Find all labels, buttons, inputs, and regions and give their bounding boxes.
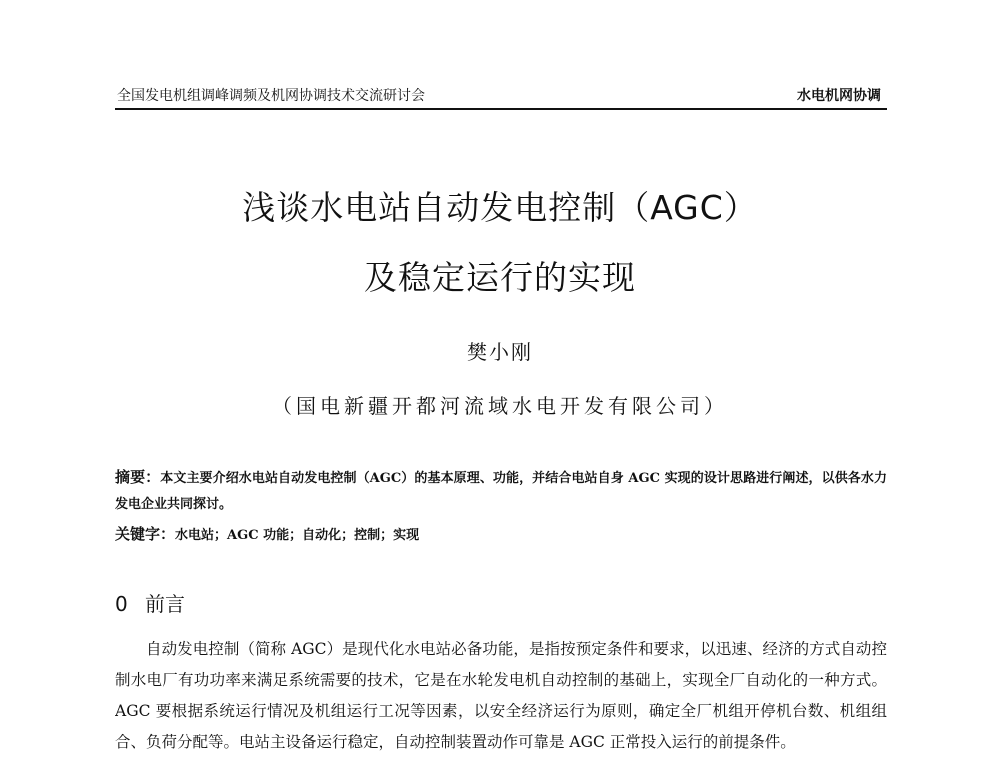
author-affiliation: （国电新疆开都河流域水电开发有限公司） bbox=[272, 394, 728, 418]
abstract-text: 本文主要介绍水电站自动发电控制（AGC）的基本原理、功能，并结合电站自身 AGC 实现的设计思路进行阐述，以供各水力发电企业共同探讨。 bbox=[115, 471, 887, 512]
author-name: 樊小刚 bbox=[467, 340, 533, 364]
conference-name: 全国发电机组调峰调频及机网协调技术交流研讨会 bbox=[117, 88, 425, 104]
section-heading bbox=[115, 590, 185, 618]
section-number: 0 bbox=[115, 592, 128, 616]
section-title: 前言 bbox=[145, 592, 185, 616]
paper-title-line-1: 浅谈水电站自动发电控制（AGC） bbox=[242, 188, 758, 227]
abstract bbox=[115, 464, 887, 518]
keywords-label: 关键字： bbox=[115, 525, 176, 543]
running-header bbox=[115, 84, 887, 110]
keywords-text: 水电站；AGC 功能；自动化；控制；实现 bbox=[175, 528, 420, 543]
keywords bbox=[115, 521, 887, 549]
section-tag: 水电机网协调 bbox=[797, 88, 881, 104]
abstract-label: 摘要： bbox=[115, 468, 161, 486]
body-paragraph: 自动发电控制（简称 AGC）是现代化水电站必备功能，是指按预定条件和要求，以迅速、经济的方式自动控制水电厂有功功率来满足系统需要的技术，它是在水轮发电机自动控制的基础上，实现全厂自动化的一种方式。AGC 要根据系统运行情况及机组运行工况等因素，以安全经济运行为原则，确定全厂机组开停机台数、机组组合、负荷分配等。电站主设备运行稳定，自动控制装置动作可靠是 AGC 正常投入运行的前提条件。 bbox=[115, 640, 887, 751]
paper-title-line-2: 及稳定运行的实现 bbox=[364, 258, 636, 297]
